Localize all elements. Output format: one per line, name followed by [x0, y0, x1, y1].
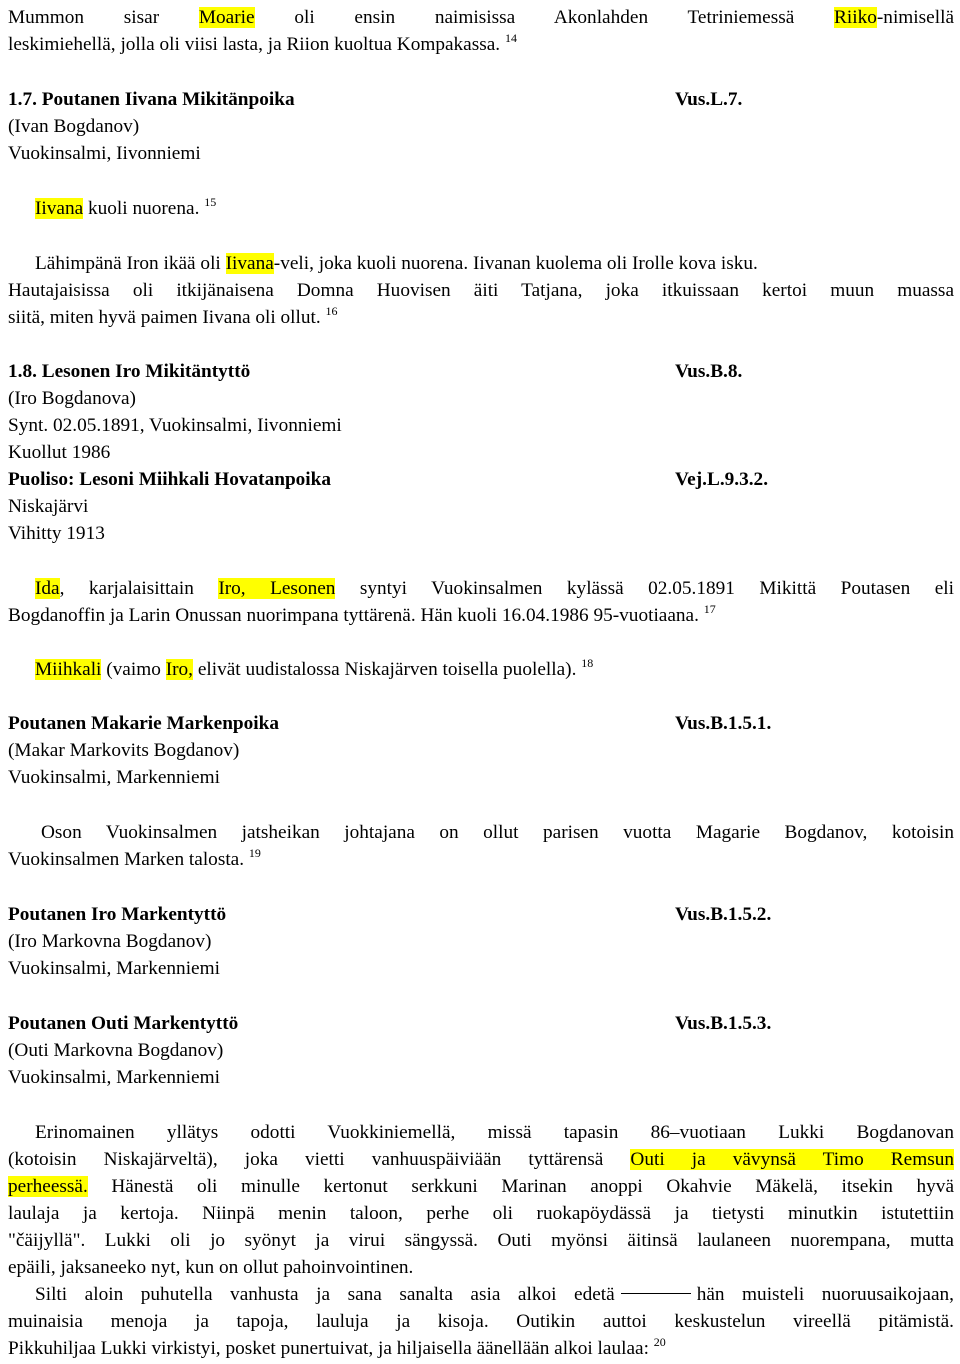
paragraph-line	[8, 304, 954, 331]
paragraph-line	[8, 1146, 954, 1173]
paragraph-line	[8, 602, 954, 629]
text: elivät uudistalossa Niskajärven toisella puolella).	[193, 659, 577, 680]
entry-spouse-place: Niskajärvi	[8, 496, 89, 517]
entry-alt-name: (Iro Markovna Bogdanov)	[8, 931, 212, 952]
entry-died: Kuollut 1986	[8, 442, 111, 463]
entry-alt-name: (Iro Bogdanova)	[8, 388, 136, 409]
long-dash	[621, 1293, 691, 1294]
footnote-ref: 17	[703, 602, 716, 616]
entry-place: Vuokinsalmi, Markenniemi	[8, 958, 220, 979]
entry-place: Vuokinsalmi, Markenniemi	[8, 1067, 220, 1088]
paragraph-line	[8, 4, 954, 31]
footnote-ref: 19	[248, 846, 261, 860]
paragraph-line	[8, 1173, 954, 1200]
paragraph-line	[8, 31, 954, 58]
entry-married: Vihitty 1913	[8, 523, 105, 544]
text: kuoli nuorena.	[83, 198, 200, 219]
entry-place: Vuokinsalmi, Markenniemi	[8, 767, 220, 788]
text: Bogdanoffin ja Larin Onussan nuorimpana tyttärenä. Hän kuoli 16.04.1986 95-vuotiaana.	[8, 605, 699, 626]
paragraph-line	[35, 1281, 954, 1308]
highlighted-name: Riiko	[834, 7, 877, 28]
entry-alt-name: (Ivan Bogdanov)	[8, 116, 140, 137]
entry-heading: Poutanen Iro Markentyttö	[8, 904, 227, 925]
text: hän muisteli nuoruusaikojaan,	[696, 1284, 954, 1305]
entry-code: Vus.B.8.	[675, 361, 743, 382]
highlighted-text: Outi ja vävynsä Timo Remsun	[630, 1149, 955, 1170]
entry-heading: Poutanen Outi Markentyttö	[8, 1013, 239, 1034]
paragraph-line: "čäijyllä". Lukki oli jo syönyt ja virui sängyssä. Outi myönsi äitinsä laulaneen nuorempana, mutta	[8, 1230, 954, 1251]
paragraph-line	[35, 656, 954, 683]
entry-alt-name: (Makar Markovits Bogdanov)	[8, 740, 240, 761]
highlighted-name: Ida	[35, 578, 60, 599]
paragraph-line: laulaja ja kertoja. Niinpä menin taloon, perhe oli ruokapöydässä ja tietysti minutkin istutettiin	[8, 1203, 954, 1224]
text: Pikkuhiljaa Lukki virkistyi, posket punertuivat, ja hiljaisella äänellään alkoi laulaa:	[8, 1338, 649, 1359]
entry-place: Vuokinsalmi, Iivonniemi	[8, 143, 201, 164]
entry-code: Vus.L.7.	[675, 89, 743, 110]
paragraph-line: Hautajaisissa oli itkijänaisena Domna Huovisen äiti Tatjana, joka itkuissaan kertoi muun muassa	[8, 280, 954, 301]
entry-spouse-code: Vej.L.9.3.2.	[675, 469, 769, 490]
entry-code: Vus.B.1.5.3.	[675, 1013, 772, 1034]
paragraph-line: muinaisia menoja ja tapoja, lauluja ja kisoja. Outikin auttoi keskustelun vireellä pitämistä.	[8, 1311, 954, 1332]
highlighted-text: perheessä.	[8, 1176, 88, 1197]
text: (kotoisin Niskajärveltä), joka vietti vanhuuspäiviään tyttärensä	[8, 1149, 631, 1170]
text: siitä, miten hyvä paimen Iivana oli ollut.	[8, 307, 321, 328]
entry-spouse: Puoliso: Lesoni Miihkali Hovatanpoika	[8, 469, 332, 490]
highlighted-name: Iivana	[225, 253, 274, 274]
footnote-ref: 15	[204, 195, 217, 209]
highlighted-name: Miihkali	[35, 659, 102, 680]
entry-name: 1.7. Poutanen Iivana Mikitänpoika	[8, 89, 295, 110]
paragraph-line: epäili, jaksaneeko nyt, kun on ollut pahoinvointinen.	[8, 1257, 414, 1278]
paragraph-line: Erinomainen yllätys odotti Vuokkiniemellä, missä tapasin 86–vuotiaan Lukki Bogdanovan	[35, 1122, 954, 1143]
entry-born: Synt. 02.05.1891, Vuokinsalmi, Iivonniemi	[8, 415, 342, 436]
paragraph-line	[35, 250, 954, 277]
paragraph-line: Oson Vuokinsalmen jatsheikan johtajana on ollut parisen vuotta Magarie Bogdanov, kotoisin	[41, 822, 954, 843]
entry-heading: Poutanen Makarie Markenpoika	[8, 713, 280, 734]
text: oli ensin naimisissa Akonlahden Tetriniemessä	[254, 7, 835, 28]
highlighted-name: Iro,	[165, 659, 193, 680]
entry-heading	[8, 86, 954, 113]
text: Vuokinsalmen Marken talosta.	[8, 849, 245, 870]
text: -veli, joka kuoli nuorena. Iivanan kuolema oli Irolle kova isku.	[273, 253, 758, 274]
footnote-ref: 18	[581, 656, 594, 670]
highlighted-name: Iro, Lesonen	[218, 578, 336, 599]
paragraph-line	[8, 846, 954, 873]
footnote-ref: 14	[504, 31, 517, 45]
text: Silti aloin puhutella vanhusta ja sana sanalta asia alkoi edetä	[35, 1284, 615, 1305]
footnote-ref: 20	[653, 1335, 666, 1349]
entry-code: Vus.B.1.5.1.	[675, 713, 772, 734]
paragraph-line	[35, 575, 954, 602]
text: leskimiehellä, jolla oli viisi lasta, ja Riion kuoltua Kompakassa.	[8, 34, 501, 55]
paragraph-line	[35, 195, 954, 222]
text: Lähimpänä Iron ikää oli	[35, 253, 226, 274]
entry-heading: 1.8. Lesonen Iro Mikitäntyttö	[8, 361, 251, 382]
entry-alt-name: (Outi Markovna Bogdanov)	[8, 1040, 224, 1061]
highlighted-name: Moarie	[198, 7, 255, 28]
text: Mummon sisar	[8, 7, 199, 28]
entry-code: Vus.B.1.5.2.	[675, 904, 772, 925]
text: syntyi Vuokinsalmen kylässä 02.05.1891 Mikittä Poutasen eli	[335, 578, 954, 599]
paragraph-line	[8, 1335, 954, 1362]
text: , karjalaisittain	[59, 578, 219, 599]
highlighted-name: Iivana	[35, 198, 84, 219]
text: Hänestä oli minulle kertonut serkkuni Marinan anoppi Okahvie Mäkelä, itsekin hyvä	[87, 1176, 954, 1197]
footnote-ref: 16	[325, 304, 338, 318]
text: (vaimo	[101, 659, 166, 680]
text: -nimisellä	[876, 7, 954, 28]
